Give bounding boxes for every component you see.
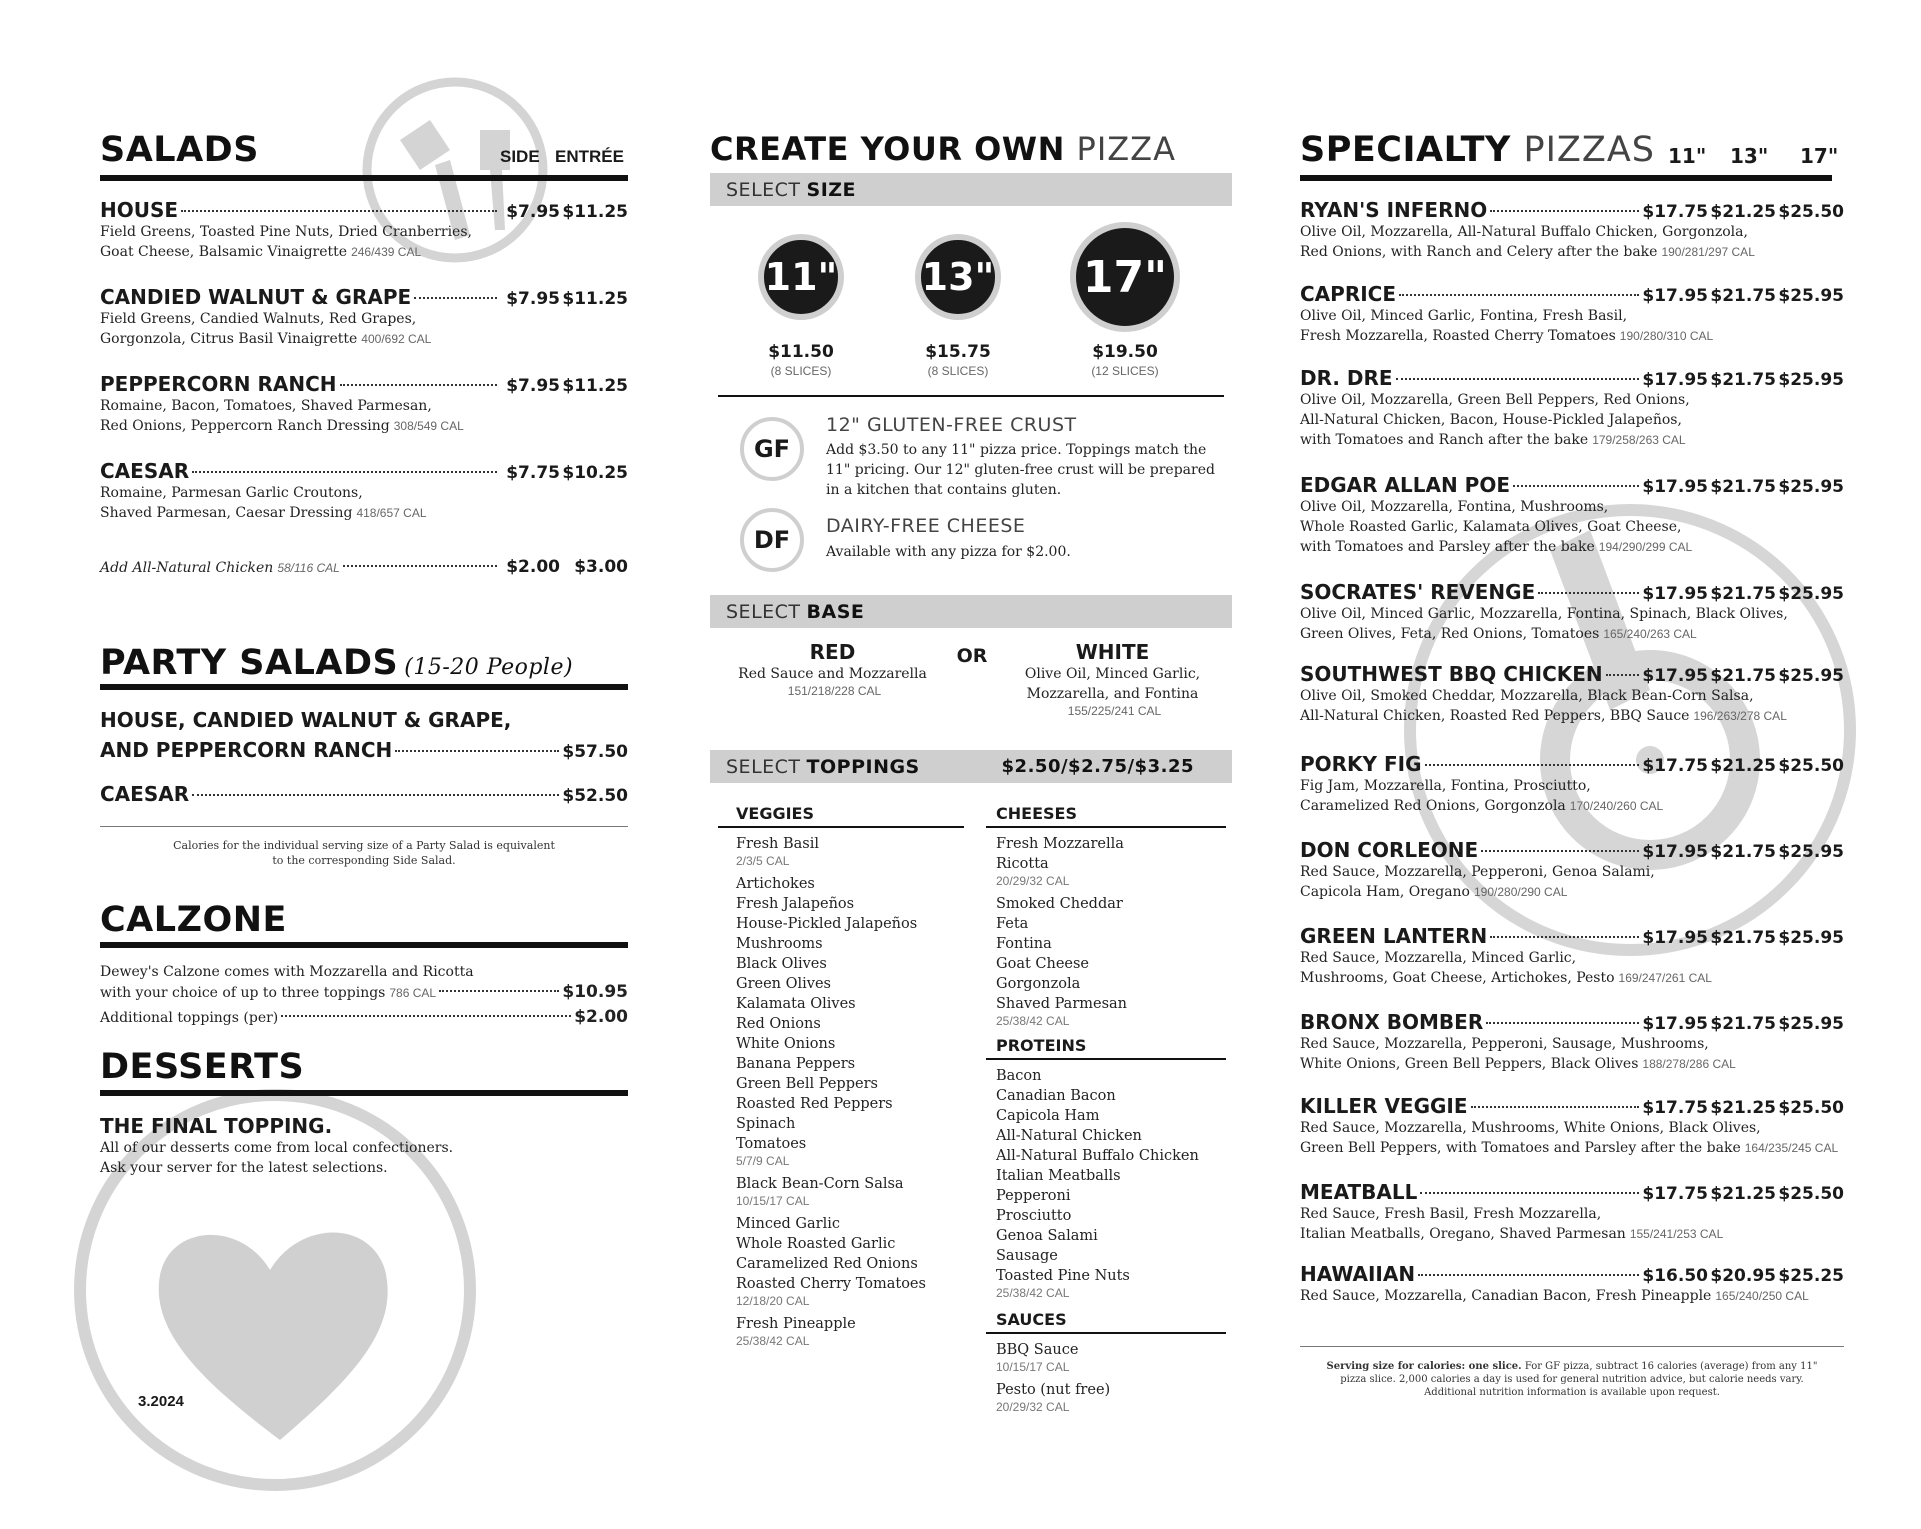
- topping-item: Capicola Ham: [996, 1108, 1100, 1124]
- topping-item: Bacon: [996, 1068, 1042, 1084]
- party-salad-item: CAESAR $52.50: [100, 782, 628, 806]
- select-base-bar: SELECT BASE: [710, 595, 1232, 628]
- specialty-pizza-item: DR. DRE $17.95 $21.75 $25.95 Olive Oil, Mozzarella, Green Bell Peppers, Red Onions, All-Natural Chicken, Bacon, House-Pickled Jalapeños, with Tomatoes and Ranch after the bake 179/258/263 CAL: [1300, 366, 1844, 448]
- salads-rule: [100, 175, 628, 181]
- sauces-rule: [986, 1332, 1226, 1334]
- size-11-header: 11": [1668, 144, 1707, 168]
- desserts-title: DESSERTS: [100, 1047, 305, 1087]
- topping-item: Whole Roasted Garlic: [736, 1236, 896, 1252]
- specialty-pizza-item: MEATBALL $17.75 $21.25 $25.50 Red Sauce, Fresh Basil, Fresh Mozzarella, Italian Meatballs, Oregano, Shaved Parmesan 155/241/253 CAL: [1300, 1180, 1844, 1242]
- topping-item: Roasted Cherry Tomatoes 12/18/20 CAL: [736, 1274, 966, 1308]
- topping-item: BBQ Sauce 10/15/17 CAL: [996, 1340, 1226, 1374]
- topping-item: Italian Meatballs: [996, 1168, 1121, 1184]
- select-size-bar: SELECT SIZE: [710, 173, 1232, 206]
- topping-item: Artichokes: [736, 876, 815, 892]
- salad-item: PEPPERCORN RANCH $7.95 $11.25 Romaine, Bacon, Tomatoes, Shaved Parmesan, Red Onions, Peppercorn Ranch Dressing 308/549 CAL: [100, 372, 628, 434]
- party-salads-title: PARTY SALADS (15-20 People): [100, 643, 574, 683]
- size-17-circle[interactable]: 17": [1070, 222, 1180, 332]
- topping-item: Prosciutto: [996, 1208, 1072, 1224]
- specialty-rule: [1300, 175, 1832, 181]
- topping-item: Green Olives: [736, 976, 832, 992]
- sauces-heading: SAUCES: [996, 1310, 1067, 1329]
- topping-item: Roasted Red Peppers: [736, 1096, 893, 1112]
- specialty-pizza-item: GREEN LANTERN $17.95 $21.75 $25.95 Red Sauce, Mozzarella, Minced Garlic, Mushrooms, Goat Cheese, Artichokes, Pesto 169/247/261 CAL: [1300, 924, 1844, 986]
- topping-item: Gorgonzola: [996, 976, 1081, 992]
- size-13-header: 13": [1730, 144, 1769, 168]
- specialty-pizza-item: KILLER VEGGIE $17.75 $21.25 $25.50 Red Sauce, Mozzarella, Mushrooms, White Onions, Black Olives, Green Bell Peppers, with Tomatoes and Parsley after the bake 164/235/245 CAL: [1300, 1094, 1844, 1156]
- party-salads-divider: [100, 826, 628, 827]
- calorie-note: Serving size for calories: one slice. For GF pizza, subtract 16 calories (average) from any 11" pizza slice. 2,000 calories a day is used for general nutrition advice, but calorie needs vary. Additional nutrition information is available upon request.: [1326, 1361, 1818, 1398]
- size-13-price: $15.75: [925, 342, 991, 362]
- topping-item: Mushrooms: [736, 936, 823, 952]
- base-white-option[interactable]: WHITE Olive Oil, Minced Garlic, Mozzarella, and Fontina 155/225/241 CAL: [1024, 640, 1201, 718]
- topping-item: Goat Cheese: [996, 956, 1090, 972]
- desserts-rule: [100, 1090, 628, 1096]
- specialty-pizza-item: EDGAR ALLAN POE $17.95 $21.75 $25.95 Olive Oil, Mozzarella, Fontina, Mushrooms, Whole Roasted Garlic, Kalamata Olives, Goat Cheese, with Tomatoes and Parsley after the bake 194/290/299 CAL: [1300, 473, 1844, 555]
- salad-addon: Add All-Natural Chicken 58/116 CAL $2.00 $3.00: [100, 557, 628, 577]
- specialty-pizza-item: HAWAIIAN $16.50 $20.95 $25.25 Red Sauce, Mozzarella, Canadian Bacon, Fresh Pineapple 165/240/250 CAL: [1300, 1262, 1844, 1304]
- topping-item: Tomatoes 5/7/9 CAL: [736, 1134, 966, 1168]
- specialty-pizzas-title: SPECIALTY PIZZAS: [1300, 130, 1656, 170]
- base-red-option[interactable]: RED Red Sauce and Mozzarella 151/218/228 CAL: [738, 640, 927, 698]
- df-description: Available with any pizza for $2.00.: [826, 544, 1071, 560]
- specialty-pizza-item: SOUTHWEST BBQ CHICKEN $17.95 $21.75 $25.95 Olive Oil, Smoked Cheddar, Mozzarella, Black Bean-Corn Salsa, All-Natural Chicken, Roasted Red Peppers, BBQ Sauce 196/263/278 CAL: [1300, 662, 1844, 724]
- topping-item: Green Bell Peppers: [736, 1076, 878, 1092]
- party-salads-note: Calories for the individual serving size of a Party Salad is equivalent to the corresponding Side Salad.: [173, 839, 555, 867]
- salads-entree-header: ENTRÉE: [555, 147, 624, 166]
- df-title: DAIRY-FREE CHEESE: [826, 515, 1026, 537]
- size-11-slices: (8 SLICES): [770, 364, 832, 378]
- topping-calories: 12/18/20 CAL: [736, 1294, 810, 1308]
- topping-item: White Onions: [736, 1036, 836, 1052]
- veggies-heading: VEGGIES: [736, 804, 814, 823]
- topping-calories: 25/38/42 CAL: [996, 1286, 1070, 1300]
- specialty-pizza-item: PORKY FIG $17.75 $21.25 $25.50 Fig Jam, Mozzarella, Fontina, Prosciutto, Caramelized Red Onions, Gorgonzola 170/240/260 CAL: [1300, 752, 1844, 814]
- topping-item: Feta: [996, 916, 1029, 932]
- topping-item: Sausage: [996, 1248, 1058, 1264]
- topping-item: All-Natural Buffalo Chicken: [996, 1148, 1199, 1164]
- topping-item: Fresh Pineapple 25/38/42 CAL: [736, 1314, 966, 1348]
- topping-item: Banana Peppers: [736, 1056, 856, 1072]
- specialty-pizza-item: BRONX BOMBER $17.95 $21.75 $25.95 Red Sauce, Mozzarella, Pepperoni, Sausage, Mushrooms, White Onions, Green Bell Peppers, Black Olives 188/278/286 CAL: [1300, 1010, 1844, 1072]
- calzone-title: CALZONE: [100, 900, 287, 940]
- cheeses-rule: [986, 826, 1226, 828]
- size-17-price: $19.50: [1092, 342, 1158, 362]
- sauces-list: [996, 1340, 1226, 1420]
- topping-item: Spinach: [736, 1116, 796, 1132]
- topping-item: Pepperoni: [996, 1188, 1071, 1204]
- topping-item: Kalamata Olives: [736, 996, 856, 1012]
- topping-calories: 2/3/5 CAL: [736, 854, 790, 868]
- dessert-item: THE FINAL TOPPING. All of our desserts come from local confectioners. Ask your server for the latest selections.: [100, 1114, 454, 1176]
- topping-item: Fresh Jalapeños: [736, 896, 855, 912]
- topping-item: Pesto (nut free) 20/29/32 CAL: [996, 1380, 1226, 1414]
- topping-item: Black Bean-Corn Salsa 10/15/17 CAL: [736, 1174, 966, 1208]
- topping-item: Shaved Parmesan 25/38/42 CAL: [996, 994, 1226, 1028]
- salad-item: HOUSE $7.95 $11.25 Field Greens, Toasted Pine Nuts, Dried Cranberries, Goat Cheese, Balsamic Vinaigrette 246/439 CAL: [100, 198, 628, 260]
- specialty-divider: [1300, 1346, 1844, 1347]
- topping-calories: 20/29/32 CAL: [996, 1400, 1070, 1414]
- size-13-slices: (8 SLICES): [927, 364, 989, 378]
- proteins-heading: PROTEINS: [996, 1036, 1087, 1055]
- party-salads-rule: [100, 684, 628, 690]
- specialty-pizza-item: RYAN'S INFERNO $17.75 $21.25 $25.50 Olive Oil, Mozzarella, All-Natural Buffalo Chicken, Gorgonzola, Red Onions, with Ranch and Celery after the bake 190/281/297 CAL: [1300, 198, 1844, 260]
- cheeses-heading: CHEESES: [996, 804, 1077, 823]
- size-11-circle[interactable]: 11": [758, 234, 844, 320]
- topping-calories: 25/38/42 CAL: [736, 1334, 810, 1348]
- calzone-item: Dewey's Calzone comes with Mozzarella and Ricotta with your choice of up to three toppings 786 CAL $10.95 Additional toppings (per) $2.00: [100, 964, 628, 1027]
- topping-item: Smoked Cheddar: [996, 896, 1123, 912]
- menu-date: 3.2024: [138, 1393, 184, 1410]
- gf-badge-icon: GF: [740, 417, 804, 481]
- topping-item: Black Olives: [736, 956, 827, 972]
- salads-side-header: SIDE: [500, 147, 540, 166]
- salad-item: CAESAR $7.75 $10.25 Romaine, Parmesan Garlic Croutons, Shaved Parmesan, Caesar Dressing 418/657 CAL: [100, 459, 628, 521]
- topping-item: House-Pickled Jalapeños: [736, 916, 918, 932]
- topping-item: Fresh Basil 2/3/5 CAL: [736, 834, 966, 868]
- gf-description: Add $3.50 to any 11" pizza price. Toppings match the 11" pricing. Our 12" gluten-free crust will be prepared in a kitchen that contains gluten.: [826, 442, 1215, 498]
- topping-item: Ricotta 20/29/32 CAL: [996, 854, 1226, 888]
- topping-item: Canadian Bacon: [996, 1088, 1116, 1104]
- specialty-pizza-item: CAPRICE $17.95 $21.75 $25.95 Olive Oil, Minced Garlic, Fontina, Fresh Basil, Fresh Mozzarella, Roasted Cherry Tomatoes 190/280/310 CAL: [1300, 282, 1844, 344]
- topping-item: Toasted Pine Nuts 25/38/42 CAL: [996, 1266, 1226, 1300]
- topping-calories: 10/15/17 CAL: [996, 1360, 1070, 1374]
- size-17-header: 17": [1800, 144, 1839, 168]
- topping-item: All-Natural Chicken: [996, 1128, 1142, 1144]
- topping-calories: 10/15/17 CAL: [736, 1194, 810, 1208]
- topping-item: Fontina: [996, 936, 1052, 952]
- topping-item: Minced Garlic: [736, 1216, 840, 1232]
- base-or-label: OR: [956, 645, 988, 667]
- topping-calories: 25/38/42 CAL: [996, 1014, 1070, 1028]
- proteins-rule: [986, 1058, 1226, 1060]
- topping-calories: 20/29/32 CAL: [996, 874, 1070, 888]
- create-your-own-title: CREATE YOUR OWN PIZZA: [710, 130, 1176, 168]
- topping-item: Fresh Mozzarella: [996, 836, 1124, 852]
- topping-item: Caramelized Red Onions: [736, 1256, 918, 1272]
- party-salad-item: HOUSE, CANDIED WALNUT & GRAPE, AND PEPPERCORN RANCH $57.50: [100, 708, 628, 762]
- df-badge-icon: DF: [740, 508, 804, 572]
- salads-title: SALADS: [100, 130, 259, 170]
- size-17-slices: (12 SLICES): [1091, 364, 1159, 378]
- proteins-list: [996, 1066, 1226, 1306]
- calzone-rule: [100, 942, 628, 948]
- salad-item: CANDIED WALNUT & GRAPE $7.95 $11.25 Field Greens, Candied Walnuts, Red Grapes, Gorgonzola, Citrus Basil Vinaigrette 400/692 CAL: [100, 285, 628, 347]
- select-toppings-bar: SELECT TOPPINGS $2.50/$2.75/$3.25: [710, 750, 1232, 783]
- topping-item: Red Onions: [736, 1016, 821, 1032]
- gf-title: 12" GLUTEN-FREE CRUST: [826, 414, 1077, 436]
- veggies-list: [736, 834, 966, 1354]
- size-11-price: $11.50: [768, 342, 834, 362]
- specialty-pizza-item: DON CORLEONE $17.95 $21.75 $25.95 Red Sauce, Mozzarella, Pepperoni, Genoa Salami, Capicola Ham, Oregano 190/280/290 CAL: [1300, 838, 1844, 900]
- cheeses-list: [996, 834, 1226, 1034]
- topping-item: Genoa Salami: [996, 1228, 1098, 1244]
- size-divider: [718, 395, 1224, 397]
- topping-calories: 5/7/9 CAL: [736, 1154, 790, 1168]
- size-13-circle[interactable]: 13": [915, 234, 1001, 320]
- veggies-rule: [718, 826, 964, 828]
- specialty-pizza-item: SOCRATES' REVENGE $17.95 $21.75 $25.95 Olive Oil, Minced Garlic, Mozzarella, Fontina, Spinach, Black Olives, Green Olives, Feta, Red Onions, Tomatoes 165/240/263 CAL: [1300, 580, 1844, 642]
